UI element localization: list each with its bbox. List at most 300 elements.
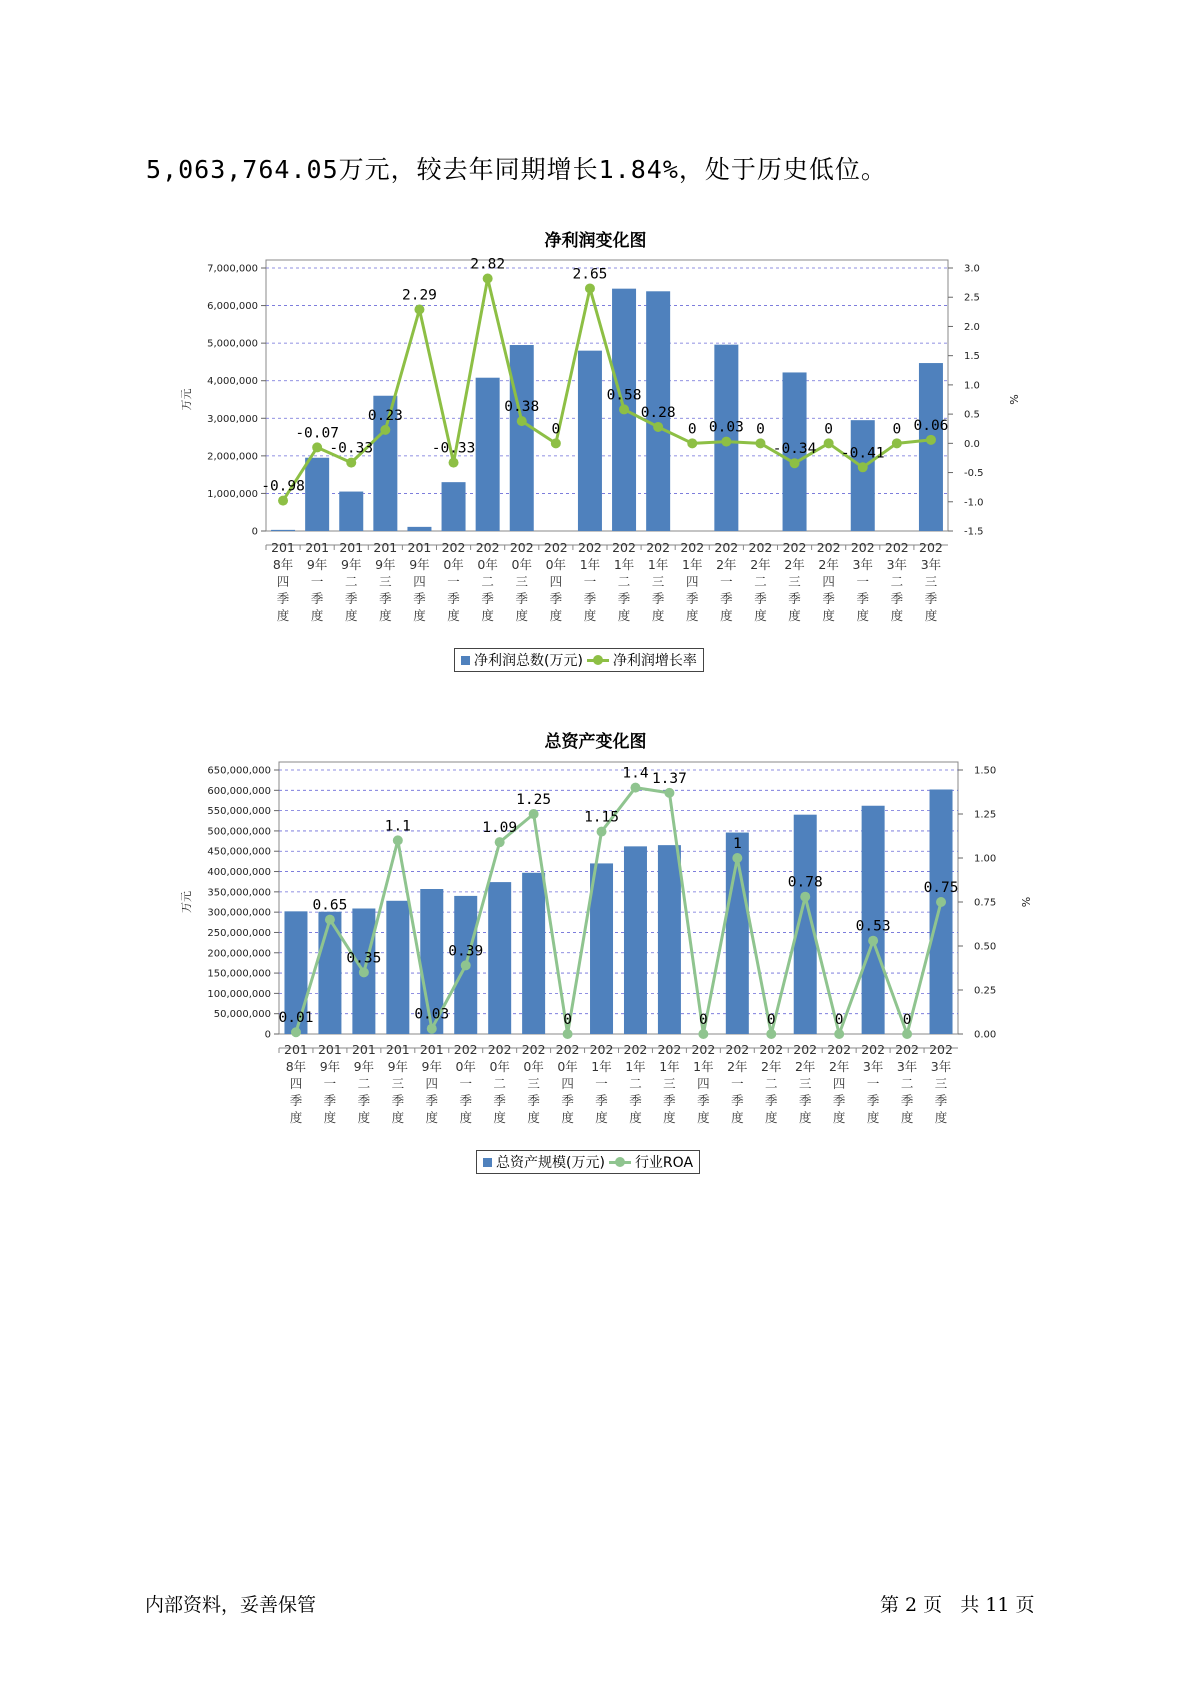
category-label: 二	[481, 574, 494, 589]
category-label: 季	[527, 1093, 540, 1108]
category-label: 季	[459, 1093, 472, 1108]
category-label: 度	[856, 608, 870, 623]
category-label: 季	[924, 591, 938, 606]
category-label: 季	[289, 1093, 303, 1108]
category-label: 季	[765, 1093, 778, 1108]
data-label: -0.34	[772, 441, 817, 458]
data-label: 0.75	[923, 880, 959, 896]
category-label: 202	[759, 1042, 784, 1057]
line-point	[926, 435, 936, 445]
data-label: 0.78	[787, 874, 823, 891]
data-label: 1.1	[384, 818, 411, 835]
category-label: 一	[731, 1076, 744, 1091]
category-label: 2年	[828, 1059, 850, 1074]
category-label: 季	[413, 591, 426, 606]
category-label: 季	[900, 1093, 914, 1108]
data-label: 0	[551, 421, 561, 438]
category-label: 一	[866, 1076, 880, 1091]
category-label: 0年	[477, 557, 498, 572]
data-label: 0.03	[414, 1006, 450, 1023]
right-tick-label: -0.5	[964, 468, 984, 480]
category-label: 9年	[353, 1059, 375, 1074]
left-tick-label: 50,000,000	[213, 1009, 271, 1021]
left-axis-unit: 万元	[180, 388, 193, 411]
right-tick-label: 0.25	[974, 985, 997, 997]
line-point	[630, 783, 640, 793]
category-label: 201	[351, 1042, 376, 1057]
category-label: 2年	[818, 557, 839, 572]
category-label: 202	[895, 1042, 920, 1057]
data-label: 0.65	[312, 897, 348, 914]
category-label: 度	[697, 1110, 710, 1125]
data-label: 0.01	[278, 1010, 314, 1027]
category-label: 度	[549, 608, 563, 623]
category-label: 9年	[306, 557, 328, 572]
category-label: 201	[284, 1042, 308, 1057]
data-label: 1.25	[516, 792, 552, 808]
legend-bar-swatch	[461, 656, 470, 665]
bar	[510, 345, 534, 531]
category-label: 度	[276, 608, 290, 623]
category-label: 三	[924, 574, 938, 589]
category-label: 度	[866, 1110, 880, 1125]
category-label: 季	[617, 591, 631, 606]
category-label: 度	[310, 608, 324, 623]
category-label: 二	[900, 1076, 914, 1091]
category-label: 三	[527, 1076, 540, 1091]
bar	[476, 378, 500, 531]
right-tick-label: 0.5	[964, 409, 980, 421]
category-label: 季	[832, 1093, 846, 1108]
category-label: 四	[685, 574, 699, 589]
category-label: 0年	[489, 1059, 510, 1074]
data-label: -0.07	[295, 425, 339, 442]
bar	[442, 482, 466, 531]
line-point	[585, 283, 595, 293]
category-label: 202	[861, 1042, 886, 1057]
data-label: 0	[902, 1012, 912, 1028]
left-tick-label: 600,000,000	[207, 785, 271, 797]
left-tick-label: 150,000,000	[207, 968, 271, 980]
line-point	[346, 458, 356, 468]
category-label: 202	[578, 540, 602, 555]
left-tick-label: 1,000,000	[207, 488, 258, 500]
category-label: 度	[391, 1110, 405, 1125]
right-tick-label: 2.0	[964, 321, 980, 333]
category-label: 8年	[272, 557, 294, 572]
category-label: 201	[271, 540, 295, 555]
line-point	[766, 1029, 776, 1039]
category-label: 四	[425, 1076, 439, 1091]
left-tick-label: 450,000,000	[207, 846, 271, 858]
category-label: 0年	[523, 1059, 544, 1074]
category-label: 季	[276, 591, 290, 606]
line-point	[483, 274, 493, 284]
data-label: 0.23	[367, 407, 403, 424]
right-axis-unit: %	[1019, 896, 1032, 908]
category-label: 9年	[421, 1059, 443, 1074]
category-label: 202	[623, 1042, 648, 1057]
left-tick-label: 2,000,000	[207, 451, 258, 463]
category-label: 度	[651, 608, 665, 623]
line-point	[892, 438, 902, 448]
category-label: 202	[850, 540, 875, 555]
category-label: 度	[289, 1110, 303, 1125]
category-label: 202	[714, 540, 739, 555]
category-label: 202	[657, 1042, 682, 1057]
left-tick-label: 4,000,000	[207, 376, 258, 388]
line-point	[858, 462, 868, 472]
legend-item-bar	[461, 650, 583, 670]
category-label: 1年	[625, 1059, 646, 1074]
category-label: 202	[441, 540, 466, 555]
category-label: 202	[487, 1042, 512, 1057]
bar	[271, 530, 295, 531]
category-label: 季	[561, 1093, 574, 1108]
bar	[407, 527, 431, 531]
legend-line-label: 行业ROA	[634, 1155, 694, 1171]
category-label: 季	[595, 1093, 608, 1108]
category-label: 季	[731, 1093, 744, 1108]
category-label: 202	[555, 1042, 580, 1057]
category-label: 二	[344, 574, 358, 589]
data-label: 2.65	[572, 266, 608, 283]
category-label: 202	[680, 540, 705, 555]
left-tick-label: 650,000,000	[207, 765, 271, 777]
category-label: 202	[509, 540, 534, 555]
data-label: 0	[699, 1012, 708, 1028]
line-point	[325, 915, 335, 925]
category-label: 8年	[285, 1059, 307, 1074]
category-label: 四	[413, 574, 426, 589]
category-label: 度	[832, 1110, 846, 1125]
category-label: 度	[720, 608, 733, 623]
bar	[658, 845, 681, 1034]
right-tick-label: 2.5	[964, 292, 980, 304]
category-label: 季	[481, 591, 494, 606]
category-label: 9年	[319, 1059, 341, 1074]
data-label: 0.58	[606, 387, 642, 404]
category-label: 三	[391, 1076, 405, 1091]
category-label: 季	[493, 1093, 506, 1108]
category-label: 度	[425, 1110, 439, 1125]
category-label: 202	[475, 540, 500, 555]
line-point	[380, 425, 390, 435]
category-label: 季	[856, 591, 870, 606]
category-label: 一	[595, 1076, 608, 1091]
legend-bar-label: 净利润总数(万元)	[474, 653, 583, 669]
category-label: 度	[447, 608, 460, 623]
right-tick-label: 0.00	[974, 1029, 997, 1041]
legend-net-profit	[454, 648, 704, 672]
line-point	[824, 438, 834, 448]
category-label: 四	[832, 1076, 846, 1091]
line-point	[664, 788, 674, 798]
category-label: 3年	[930, 1059, 952, 1074]
category-label: 季	[685, 591, 699, 606]
category-label: 2年	[761, 1059, 782, 1074]
data-label: 0	[687, 421, 697, 438]
total-assets-chart	[0, 752, 1191, 1152]
legend-total-assets	[476, 1150, 700, 1174]
footer-confidential: 内部资料，妥善保管	[145, 1594, 317, 1616]
category-label: 季	[379, 591, 392, 606]
category-label: 季	[798, 1093, 812, 1108]
category-label: 9年	[375, 557, 396, 572]
right-tick-label: 1.0	[964, 380, 980, 392]
category-label: 度	[617, 608, 631, 623]
category-label: 202	[725, 1042, 750, 1057]
line-point	[495, 837, 505, 847]
category-label: 3年	[896, 1059, 918, 1074]
left-tick-label: 200,000,000	[207, 948, 271, 960]
category-label: 度	[663, 1110, 676, 1125]
category-label: 度	[515, 608, 529, 623]
category-label: 三	[651, 574, 665, 589]
bar	[339, 492, 363, 531]
category-label: 2年	[794, 1059, 816, 1074]
data-label: 0	[892, 421, 902, 438]
category-label: 季	[697, 1093, 710, 1108]
category-label: 季	[866, 1093, 880, 1108]
category-label: 季	[583, 591, 597, 606]
category-label: 四	[822, 574, 835, 589]
left-tick-label: 7,000,000	[207, 263, 258, 275]
category-label: 1年	[693, 1059, 714, 1074]
category-label: 9年	[341, 557, 362, 572]
data-label: 0	[766, 1012, 776, 1028]
category-label: 度	[822, 608, 835, 623]
category-label: 二	[765, 1076, 778, 1091]
data-label: 0	[756, 421, 765, 438]
footer-page-number: 第 2 页 共 11 页	[880, 1594, 1035, 1616]
category-label: 一	[583, 574, 597, 589]
left-tick-label: 5,000,000	[207, 338, 258, 350]
data-label: 0.39	[448, 943, 484, 960]
data-label: -0.98	[261, 478, 305, 495]
data-label: 0.28	[640, 404, 676, 421]
data-label: 1.37	[651, 770, 687, 787]
category-label: 3年	[852, 557, 873, 572]
category-label: 度	[344, 608, 358, 623]
left-tick-label: 400,000,000	[207, 867, 271, 879]
category-label: 202	[793, 1042, 818, 1057]
category-label: 度	[765, 1110, 778, 1125]
data-label: 2.82	[470, 256, 506, 273]
line-point	[291, 1027, 301, 1037]
line-point	[427, 1024, 437, 1034]
category-label: 四	[289, 1076, 303, 1091]
category-label: 1年	[579, 557, 601, 572]
line-point	[517, 416, 527, 426]
bar	[590, 863, 613, 1034]
category-label: 2年	[716, 557, 737, 572]
line-point	[687, 438, 697, 448]
category-label: 一	[447, 574, 460, 589]
line-point	[312, 442, 322, 452]
data-label: 0	[563, 1012, 572, 1028]
category-label: 季	[549, 591, 563, 606]
category-label: 201	[317, 1042, 342, 1057]
category-label: 202	[827, 1042, 852, 1057]
data-label: -0.33	[329, 440, 374, 457]
category-label: 三	[934, 1076, 948, 1091]
category-label: 0年	[455, 1059, 476, 1074]
legend-item-bar	[483, 1152, 605, 1172]
category-label: 二	[629, 1076, 642, 1091]
category-label: 度	[527, 1110, 540, 1125]
line-point	[790, 458, 800, 468]
category-label: 度	[629, 1110, 642, 1125]
line-point	[698, 1029, 708, 1039]
net-profit-chart	[0, 250, 1191, 650]
category-label: 季	[720, 591, 733, 606]
category-label: 度	[493, 1110, 506, 1125]
category-label: 202	[691, 1042, 716, 1057]
category-label: 度	[357, 1110, 371, 1125]
category-label: 三	[379, 574, 392, 589]
category-label: 9年	[387, 1059, 409, 1074]
bar	[851, 420, 875, 531]
category-label: 度	[900, 1110, 914, 1125]
category-label: 一	[459, 1076, 472, 1091]
category-label: 二	[617, 574, 631, 589]
data-label: 0.06	[913, 417, 949, 434]
category-label: 3年	[862, 1059, 884, 1074]
line-point	[936, 897, 946, 907]
category-label: 季	[357, 1093, 371, 1108]
category-label: 0年	[511, 557, 532, 572]
category-label: 3年	[886, 557, 908, 572]
category-label: 202	[521, 1042, 546, 1057]
category-label: 2年	[727, 1059, 748, 1074]
category-label: 0年	[557, 1059, 578, 1074]
left-tick-label: 0	[251, 526, 258, 538]
category-label: 202	[782, 540, 807, 555]
category-label: 202	[919, 540, 943, 555]
category-label: 201	[385, 1042, 410, 1057]
category-label: 201	[305, 540, 330, 555]
category-label: 二	[357, 1076, 371, 1091]
category-label: 2年	[784, 557, 805, 572]
line-point	[563, 1029, 573, 1039]
right-tick-label: 0.0	[964, 438, 980, 450]
line-point	[902, 1029, 912, 1039]
bar	[578, 351, 602, 531]
category-label: 202	[646, 540, 671, 555]
line-point	[414, 304, 424, 314]
category-label: 202	[884, 540, 909, 555]
category-label: 201	[419, 1042, 444, 1057]
category-label: 201	[373, 540, 398, 555]
data-label: 1.09	[482, 820, 518, 837]
line-point	[359, 967, 369, 977]
legend-item-line	[609, 1152, 693, 1172]
category-label: 度	[561, 1110, 574, 1125]
left-tick-label: 550,000,000	[207, 806, 271, 818]
category-label: 0年	[545, 557, 567, 572]
category-label: 一	[856, 574, 870, 589]
right-tick-label: 1.50	[974, 765, 997, 777]
data-label: 2.29	[401, 287, 437, 304]
data-label: 0.03	[708, 419, 744, 436]
line-point	[278, 496, 288, 506]
category-label: 202	[748, 540, 773, 555]
data-label: 0.35	[346, 950, 382, 967]
category-label: 202	[612, 540, 636, 555]
category-label: 季	[629, 1093, 642, 1108]
line-point	[834, 1029, 844, 1039]
right-tick-label: 3.0	[964, 263, 980, 275]
category-label: 季	[344, 591, 358, 606]
line-point	[755, 438, 765, 448]
right-tick-label: -1.5	[964, 526, 984, 538]
category-label: 1年	[682, 557, 703, 572]
line-point	[619, 404, 629, 414]
line-point	[529, 809, 539, 819]
category-label: 1年	[613, 557, 635, 572]
intro-paragraph: 5,063,764.05万元，较去年同期增长1.84%，处于历史低位。	[146, 155, 887, 184]
category-label: 一	[323, 1076, 337, 1091]
category-label: 四	[549, 574, 563, 589]
right-tick-label: -1.0	[964, 497, 984, 509]
category-label: 度	[788, 608, 801, 623]
category-label: 度	[583, 608, 597, 623]
data-label: 1.4	[622, 765, 649, 782]
category-label: 度	[379, 608, 392, 623]
category-label: 二	[890, 574, 904, 589]
data-label: -0.41	[840, 445, 885, 462]
data-label: 0.38	[504, 399, 540, 416]
category-label: 度	[413, 608, 426, 623]
left-tick-label: 300,000,000	[207, 907, 271, 919]
legend-line-swatch	[609, 1157, 631, 1167]
data-label: -0.33	[431, 440, 476, 457]
line-point	[393, 835, 403, 845]
category-label: 一	[720, 574, 733, 589]
left-tick-label: 3,000,000	[207, 413, 258, 425]
category-label: 季	[425, 1093, 439, 1108]
line-point	[551, 438, 561, 448]
legend-line-label: 净利润增长率	[612, 653, 697, 669]
category-label: 度	[685, 608, 699, 623]
category-label: 201	[339, 540, 364, 555]
category-label: 季	[323, 1093, 337, 1108]
bar	[488, 882, 511, 1034]
category-label: 1年	[647, 557, 669, 572]
right-tick-label: 0.50	[974, 941, 997, 953]
category-label: 三	[788, 574, 801, 589]
category-label: 度	[481, 608, 494, 623]
data-label: 0	[834, 1012, 844, 1028]
category-label: 202	[589, 1042, 614, 1057]
category-label: 1年	[659, 1059, 680, 1074]
category-label: 季	[890, 591, 904, 606]
right-tick-label: 1.5	[964, 351, 980, 363]
category-label: 201	[407, 540, 432, 555]
category-label: 三	[663, 1076, 676, 1091]
category-label: 202	[929, 1042, 953, 1057]
category-label: 2年	[750, 557, 771, 572]
bar	[305, 458, 329, 531]
left-tick-label: 350,000,000	[207, 887, 271, 899]
category-label: 季	[934, 1093, 948, 1108]
category-label: 季	[651, 591, 665, 606]
chart-title-net-profit: 净利润变化图	[544, 231, 647, 251]
category-label: 度	[924, 608, 938, 623]
category-label: 3年	[920, 557, 942, 572]
category-label: 二	[754, 574, 767, 589]
